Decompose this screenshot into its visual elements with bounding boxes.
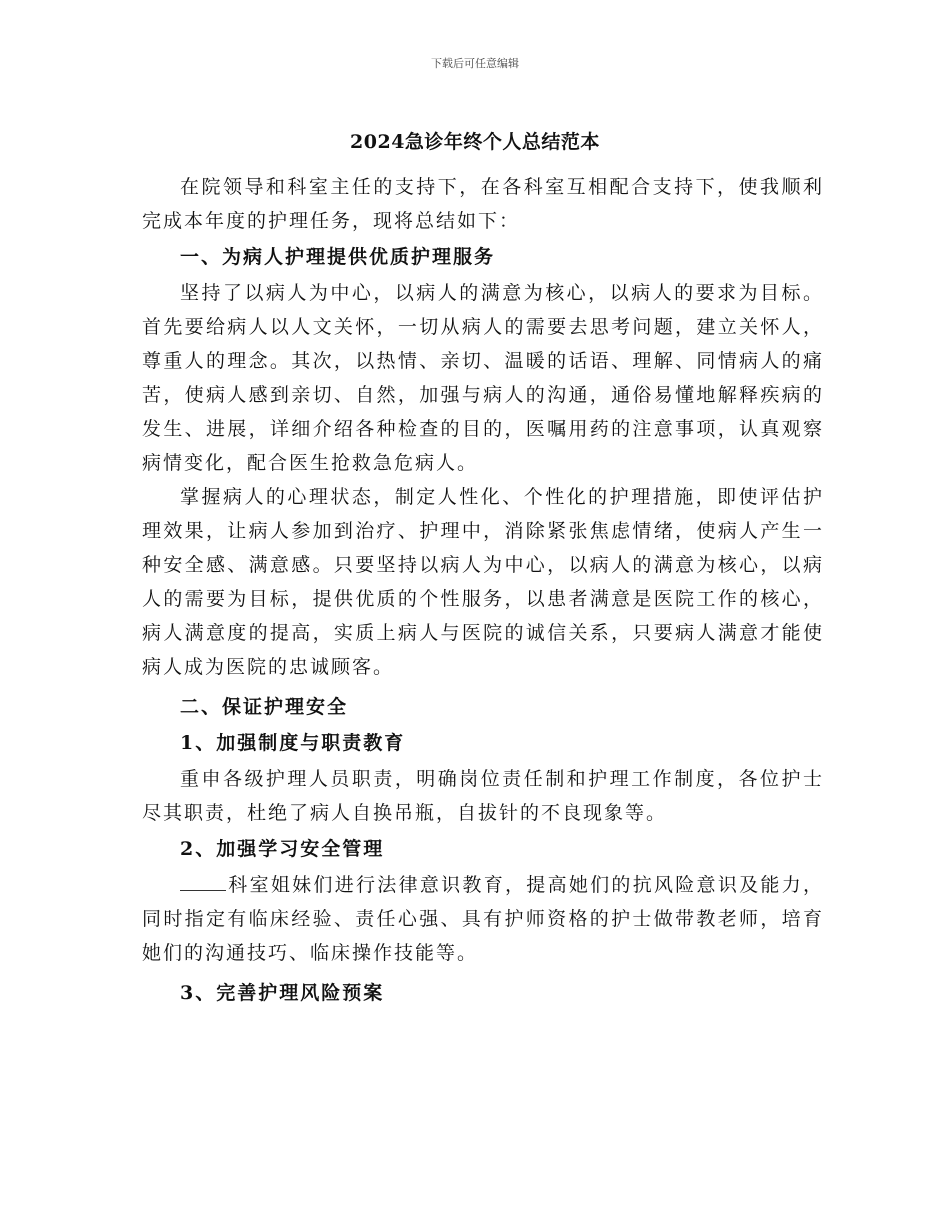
document-body	[142, 170, 824, 1012]
subsection-2-1-heading: 1、加强制度与职责教育	[180, 732, 406, 754]
section-2-heading: 二、保证护理安全	[180, 696, 349, 718]
blank-underline	[180, 874, 226, 891]
subsection-2-3-heading: 3、完善护理风险预案	[180, 982, 385, 1004]
subsection-2-2-paragraph	[142, 868, 824, 970]
subsection-2-2-heading: 2、加强学习安全管理	[180, 838, 385, 860]
header-note: 下载后可任意编辑	[431, 57, 519, 70]
subsection-2-1-paragraph: 重申各级护理人员职责，明确岗位责任制和护理工作制度，各位护士尽其职责，杜绝了病人自换吊瓶，自拔针的不良现象等。	[142, 768, 824, 824]
intro-paragraph: 在院领导和科室主任的支持下，在各科室互相配合支持下，使我顺利完成本年度的护理任务，现将总结如下：	[142, 176, 824, 232]
section-1-paragraph-1: 坚持了以病人为中心，以病人的满意为核心，以病人的要求为目标。首先要给病人以人文关怀，一切从病人的需要去思考问题，建立关怀人，尊重人的理念。其次，以热情、亲切、温暖的话语、理解、同情病人的痛苦，使病人感到亲切、自然，加强与病人的沟通，通俗易懂地解释疾病的发生、进展，详细介绍各种检查的目的，医嘱用药的注意事项，认真观察病情变化，配合医生抢救急危病人。	[142, 282, 824, 474]
document-title: 2024急诊年终个人总结范本	[350, 131, 600, 153]
section-1-heading: 一、为病人护理提供优质护理服务	[180, 246, 496, 268]
subsection-2-2-text: 科室姐妹们进行法律意识教育，提高她们的抗风险意识及能力，同时指定有临床经验、责任心强、具有护师资格的护士做带教老师，培育她们的沟通技巧、临床操作技能等。	[142, 874, 824, 964]
section-1-paragraph-2: 掌握病人的心理状态，制定人性化、个性化的护理措施，即使评估护理效果，让病人参加到治疗、护理中，消除紧张焦虑情绪，使病人产生一种安全感、满意感。只要坚持以病人为中心，以病人的满意为核心，以病人的需要为目标，提供优质的个性服务，以患者满意是医院工作的核心，病人满意度的提高，实质上病人与医院的诚信关系，只要病人满意才能使病人成为医院的忠诚顾客。	[142, 486, 824, 678]
